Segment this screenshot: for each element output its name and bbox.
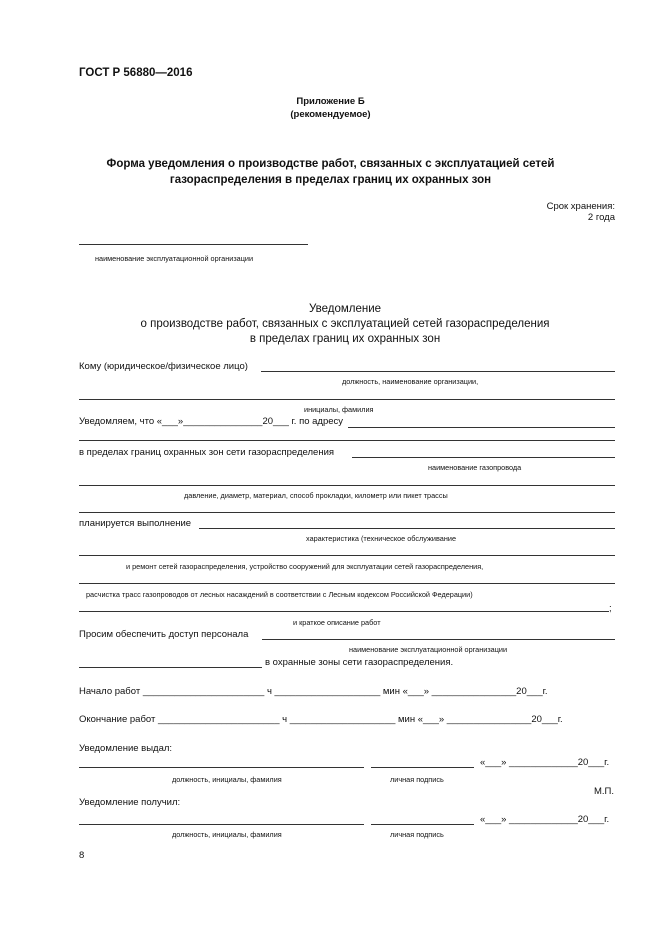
access-org-caption: наименование эксплуатационной организации: [349, 645, 508, 654]
planned-caption-repair: и ремонт сетей газораспределения, устройство сооружений для эксплуатации сетей газораспределения,: [126, 562, 484, 571]
form-title-line1: Форма уведомления о производстве работ, связанных с эксплуатацией сетей: [106, 158, 555, 170]
to-field-line2[interactable]: [79, 399, 615, 400]
storage-value: 2 года: [587, 212, 615, 223]
planned-caption-clearing: расчистка трасс газопроводов от лесных насаждений в соответствии с Лесным кодексом Российской Федерации): [86, 590, 473, 599]
pipeline-params-field[interactable]: [79, 485, 615, 486]
line-end-mark: ;: [609, 603, 612, 614]
received-label: Уведомление получил:: [79, 797, 181, 808]
issued-label: Уведомление выдал:: [79, 743, 173, 754]
access-org-field[interactable]: [262, 639, 615, 640]
received-position-caption: должность, инициалы, фамилия: [172, 830, 282, 839]
received-signature-caption: личная подпись: [390, 830, 444, 839]
to-caption-name: инициалы, фамилия: [304, 405, 374, 414]
received-signature-field[interactable]: [371, 824, 474, 825]
to-caption-position: должность, наименование организации,: [342, 377, 479, 386]
appendix-label: Приложение Б: [296, 96, 365, 107]
to-label: Кому (юридическое/физическое лицо): [79, 361, 248, 372]
address-field-line2[interactable]: [79, 440, 615, 441]
org-name-caption: наименование эксплуатационной организации: [95, 254, 254, 263]
issued-position-field[interactable]: [79, 767, 364, 768]
received-position-field[interactable]: [79, 824, 364, 825]
org-name-line[interactable]: [79, 244, 308, 245]
access-label: Просим обеспечить доступ персонала: [79, 629, 249, 640]
planned-caption-description: и краткое описание работ: [293, 618, 381, 627]
pipeline-name-caption: наименование газопровода: [428, 463, 522, 472]
issued-signature-field[interactable]: [371, 767, 474, 768]
access-org-field-line2[interactable]: [79, 667, 262, 668]
access-suffix: в охранные зоны сети газораспределения.: [265, 657, 454, 668]
appendix-status: (рекомендуемое): [290, 109, 371, 120]
notify-label: Уведомляем, что «___»_______________20___ г. по адресу: [79, 416, 344, 427]
to-field[interactable]: [261, 371, 615, 372]
planned-work-field[interactable]: [199, 528, 615, 529]
received-date-field[interactable]: «___» _____________20___г.: [480, 814, 610, 825]
planned-work-field-line2[interactable]: [79, 555, 615, 556]
pipeline-params-caption: давление, диаметр, материал, способ прокладки, километр или пикет трассы: [184, 491, 448, 500]
address-field[interactable]: [348, 427, 615, 428]
planned-work-field-line3[interactable]: [79, 583, 615, 584]
document-code: ГОСТ Р 56880—2016: [79, 67, 193, 79]
pipeline-name-field[interactable]: [352, 457, 615, 458]
form-title-line2: газораспределения в пределах границ их охранных зон: [169, 174, 492, 186]
stamp-label: М.П.: [593, 786, 614, 797]
notice-title: Уведомление: [308, 303, 382, 315]
issued-date-field[interactable]: «___» _____________20___г.: [480, 757, 610, 768]
planned-work-field-line4[interactable]: [79, 611, 609, 612]
zone-label: в пределах границ охранных зон сети газораспределения: [79, 447, 335, 458]
notice-subtitle-line2: в пределах границ их охранных зон: [249, 333, 441, 345]
work-end-field[interactable]: Окончание работ _______________________ ч ____________________ мин «___» ________________20___г.: [79, 714, 563, 725]
pipeline-params-field-line2[interactable]: [79, 512, 615, 513]
notice-subtitle-line1: о производстве работ, связанных с эксплуатацией сетей газораспределения: [140, 318, 550, 330]
page-number: 8: [79, 850, 85, 861]
issued-position-caption: должность, инициалы, фамилия: [172, 775, 282, 784]
planned-caption-characteristic: характеристика (техническое обслуживание: [306, 534, 457, 543]
issued-signature-caption: личная подпись: [390, 775, 444, 784]
planned-label: планируется выполнение: [79, 518, 192, 529]
work-start-field[interactable]: Начало работ _______________________ ч ____________________ мин «___» ________________20___г.: [79, 686, 548, 697]
storage-label: Срок хранения:: [546, 201, 615, 212]
